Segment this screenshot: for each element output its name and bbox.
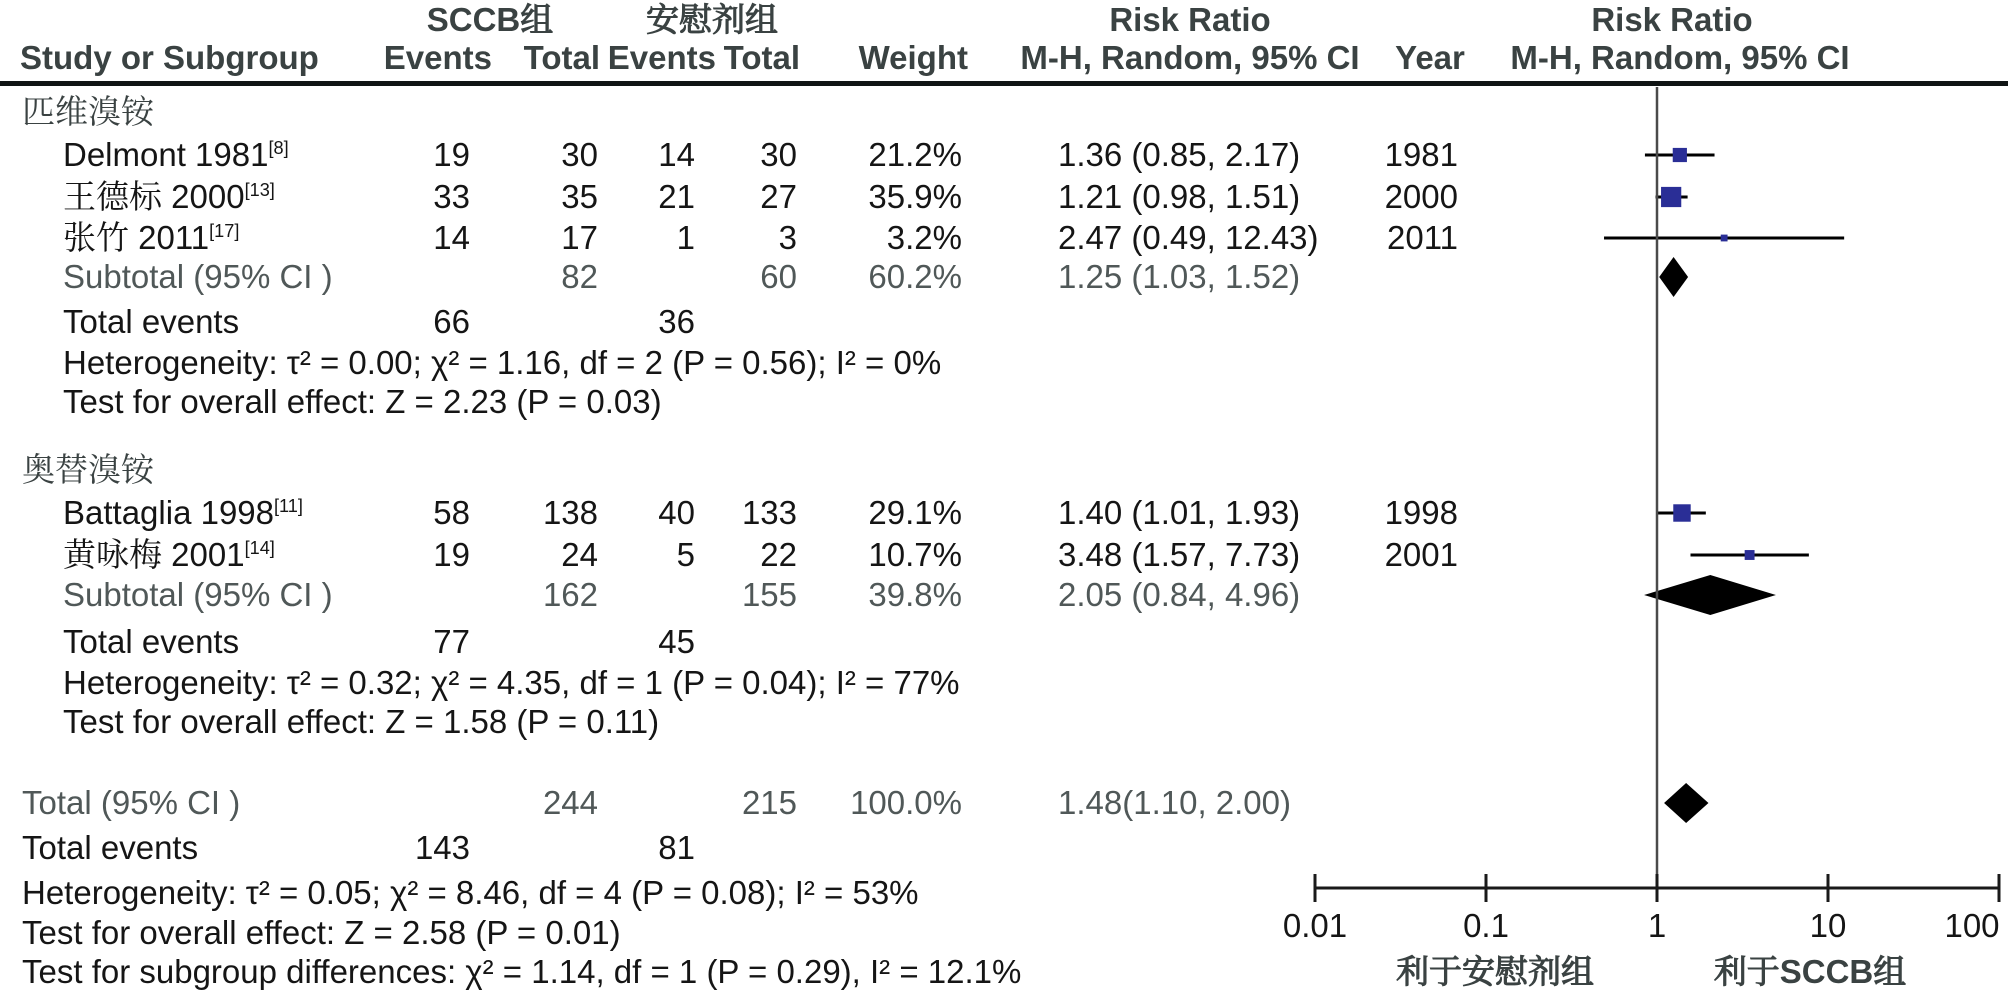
subtotal-label: Subtotal (95% CI ) xyxy=(63,576,333,613)
sccb-events: 14 xyxy=(433,219,470,256)
total-events-label: Total events xyxy=(22,829,199,866)
column-header: Total xyxy=(723,39,800,76)
weight-value: 10.7% xyxy=(868,536,962,573)
total-events-label: Total events xyxy=(63,303,240,340)
sccb-events: 19 xyxy=(433,536,470,573)
column-header: M-H, Random, 95% CI xyxy=(1510,39,1850,76)
year-value: 1981 xyxy=(1384,136,1458,173)
sccb-events: 58 xyxy=(433,494,470,531)
column-group-header: Risk Ratio xyxy=(1591,1,1753,38)
subtotal-label: Subtotal (95% CI ) xyxy=(63,258,333,295)
placebo-events: 45 xyxy=(658,623,695,660)
placebo-events: 36 xyxy=(658,303,695,340)
risk-ratio-ci-text: 1.48(1.10, 2.00) xyxy=(1058,784,1291,821)
sccb-events: 19 xyxy=(433,136,470,173)
risk-ratio-ci-text: 2.05 (0.84, 4.96) xyxy=(1058,576,1301,613)
placebo-total: 3 xyxy=(778,219,797,256)
total-events-label: Total events xyxy=(63,623,240,660)
heterogeneity-text: Heterogeneity: τ² = 0.32; χ² = 4.35, df = 1 (P = 0.04); I² = 77% xyxy=(63,664,960,701)
placebo-events: 81 xyxy=(658,829,695,866)
footnote-text: Test for overall effect: Z = 2.58 (P = 0.01) xyxy=(22,914,621,951)
overall-effect-text: Test for overall effect: Z = 1.58 (P = 0.11) xyxy=(63,703,660,740)
sccb-total: 244 xyxy=(542,784,598,821)
weight-value: 39.8% xyxy=(868,576,962,613)
weight-value: 29.1% xyxy=(868,494,962,531)
weight-value: 21.2% xyxy=(868,136,962,173)
sccb-total: 17 xyxy=(561,219,598,256)
column-group-header: 安慰剂组 xyxy=(646,1,778,38)
placebo-total: 27 xyxy=(760,178,797,215)
placebo-total: 30 xyxy=(760,136,797,173)
favors-placebo-label: 利于安慰剂组 xyxy=(1396,953,1594,990)
weight-value: 100.0% xyxy=(850,784,962,821)
sccb-total: 35 xyxy=(561,178,598,215)
column-header: Study or Subgroup xyxy=(20,39,319,76)
study-reference: [8] xyxy=(268,138,289,158)
study-name: Delmont 1981[8] xyxy=(63,136,289,173)
study-reference: [17] xyxy=(209,221,240,241)
risk-ratio-ci-text: 1.40 (1.01, 1.93) xyxy=(1058,494,1301,531)
weight-value: 3.2% xyxy=(886,219,962,256)
year-value: 2011 xyxy=(1387,219,1458,256)
total-label: Total (95% CI ) xyxy=(22,784,241,821)
x-axis-tick-label: 1 xyxy=(1647,907,1667,944)
x-axis-tick-label: 0.01 xyxy=(1282,907,1348,944)
column-header: Total xyxy=(523,39,600,76)
risk-ratio-ci-text: 1.36 (0.85, 2.17) xyxy=(1058,136,1301,173)
subtotal-diamond xyxy=(1644,575,1776,615)
weight-value: 35.9% xyxy=(868,178,962,215)
footnote-text: Heterogeneity: τ² = 0.05; χ² = 8.46, df = 4 (P = 0.08); I² = 53% xyxy=(22,874,919,911)
header-divider xyxy=(0,81,2008,86)
column-header: Events xyxy=(383,39,492,76)
effect-square xyxy=(1745,550,1755,560)
overall-effect-text: Test for overall effect: Z = 2.23 (P = 0.03) xyxy=(63,383,662,420)
effect-square xyxy=(1661,187,1681,207)
study-name: 张竹 2011[17] xyxy=(63,219,240,256)
column-group-header: SCCB组 xyxy=(426,1,554,38)
year-value: 2000 xyxy=(1384,178,1458,215)
x-axis-tick-label: 10 xyxy=(1809,907,1847,944)
effect-square xyxy=(1721,235,1728,242)
column-header: Weight xyxy=(858,39,968,76)
study-reference: [11] xyxy=(274,496,303,516)
year-value: 2001 xyxy=(1384,536,1458,573)
placebo-events: 21 xyxy=(658,178,695,215)
risk-ratio-ci-text: 1.21 (0.98, 1.51) xyxy=(1058,178,1301,215)
sccb-events: 77 xyxy=(433,623,470,660)
placebo-events: 40 xyxy=(658,494,695,531)
year-value: 1998 xyxy=(1384,494,1458,531)
footnote-text: Test for subgroup differences: χ² = 1.14, df = 1 (P = 0.29), I² = 12.1% xyxy=(22,953,1022,990)
effect-square xyxy=(1673,148,1687,162)
column-group-header: Risk Ratio xyxy=(1109,1,1271,38)
sccb-events: 66 xyxy=(433,303,470,340)
placebo-total: 22 xyxy=(760,536,797,573)
study-name: Battaglia 1998[11] xyxy=(63,494,303,531)
risk-ratio-ci-text: 2.47 (0.49, 12.43) xyxy=(1058,219,1319,256)
placebo-total: 133 xyxy=(741,494,797,531)
weight-value: 60.2% xyxy=(868,258,962,295)
placebo-total: 60 xyxy=(760,258,797,295)
study-name: 王德标 2000[13] xyxy=(63,178,275,215)
study-name: 黄咏梅 2001[14] xyxy=(63,536,275,573)
study-reference: [14] xyxy=(244,538,275,558)
sccb-total: 162 xyxy=(542,576,598,613)
sccb-events: 33 xyxy=(433,178,470,215)
placebo-total: 215 xyxy=(741,784,797,821)
placebo-events: 5 xyxy=(676,536,695,573)
total-diamond xyxy=(1664,783,1708,823)
sccb-total: 138 xyxy=(542,494,598,531)
sccb-total: 30 xyxy=(561,136,598,173)
favors-sccb-label: 利于SCCB组 xyxy=(1713,953,1907,990)
x-axis-tick-label: 0.1 xyxy=(1463,907,1509,944)
column-header: Events xyxy=(607,39,716,76)
sccb-events: 143 xyxy=(414,829,470,866)
subgroup-label: 奥替溴铵 xyxy=(22,451,154,488)
risk-ratio-ci-text: 3.48 (1.57, 7.73) xyxy=(1058,536,1301,573)
sccb-total: 82 xyxy=(561,258,598,295)
subtotal-diamond xyxy=(1659,257,1688,297)
column-header: Year xyxy=(1395,39,1465,76)
sccb-total: 24 xyxy=(561,536,598,573)
placebo-events: 14 xyxy=(658,136,695,173)
heterogeneity-text: Heterogeneity: τ² = 0.00; χ² = 1.16, df = 2 (P = 0.56); I² = 0% xyxy=(63,344,942,381)
study-reference: [13] xyxy=(244,180,275,200)
placebo-total: 155 xyxy=(741,576,797,613)
subgroup-label: 匹维溴铵 xyxy=(22,93,154,130)
effect-square xyxy=(1673,504,1690,521)
placebo-events: 1 xyxy=(676,219,695,256)
risk-ratio-ci-text: 1.25 (1.03, 1.52) xyxy=(1058,258,1301,295)
column-header: M-H, Random, 95% CI xyxy=(1020,39,1360,76)
x-axis-tick-label: 100 xyxy=(1944,907,2000,944)
